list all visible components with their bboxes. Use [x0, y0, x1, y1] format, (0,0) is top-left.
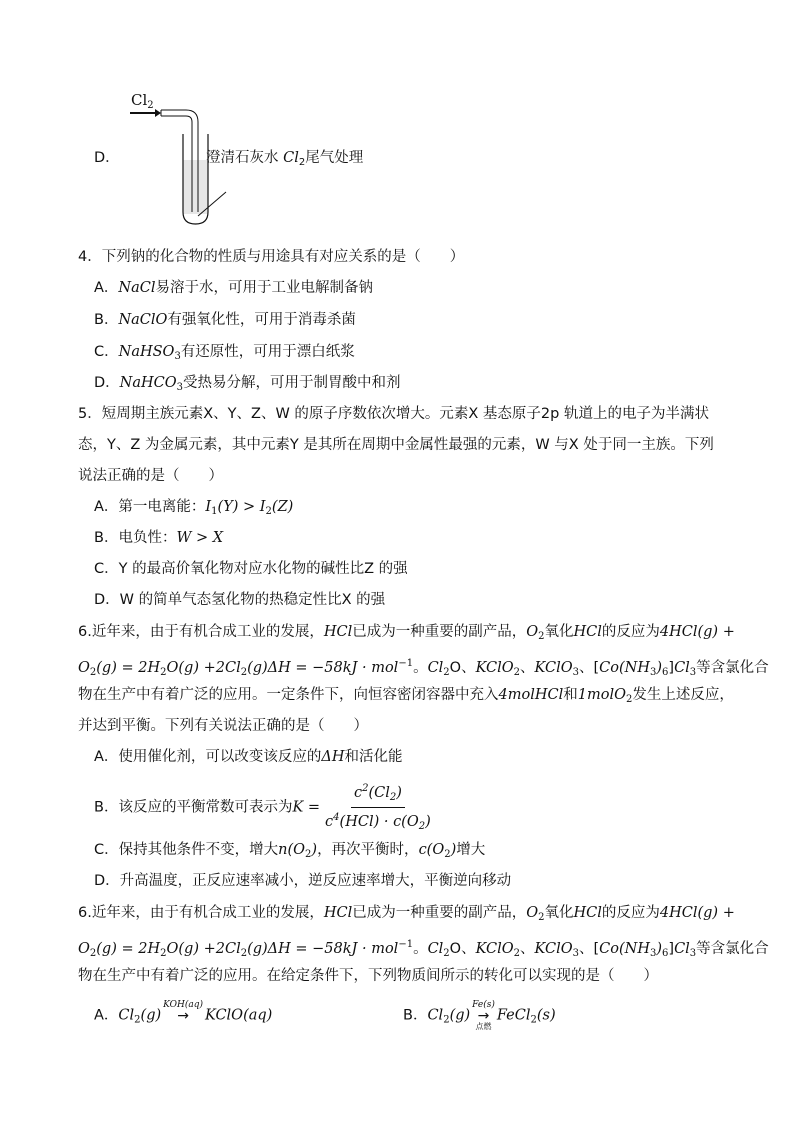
q5-option-d[interactable]: D．W 的简单气态氢化物的热稳定性比X 的强	[94, 592, 386, 608]
q6-stem-line4: 并达到平衡。下列有关说法正确的是（ ）	[78, 718, 368, 734]
q5-option-c[interactable]: C．Y 的最高价氧化物对应水化物的碱性比Z 的强	[94, 561, 408, 577]
q5-option-a[interactable]: A．第一电离能：$I_1(Y) > I_2(Z)$	[94, 499, 294, 517]
reaction-arrow-b: Fe(s) → 点燃	[472, 1000, 495, 1031]
q7-stem-line2: $O_2(g) = 2H_2O(g) +2Cl_2(g)\Delta H = -58kJ \cdot mol^{-1}$。$Cl_2O$、KClO$_2$、KClO$_3$、$[Co(NH_3)_6]Cl_3$等含氯化合	[78, 939, 769, 959]
q6-option-d[interactable]: D．升高温度，正反应速率减小，逆反应速率增大，平衡逆向移动	[94, 873, 512, 889]
q4-option-c[interactable]: C．NaHSO$_3$有还原性，可用于漂白纸浆	[94, 344, 355, 362]
q6-option-c[interactable]: C．保持其他条件不变，增大$n(O_2)$，再次平衡时，$c(O_2)$增大	[94, 842, 486, 860]
q5-option-b[interactable]: B．电负性：W > X	[94, 530, 224, 546]
q5-stem-line3: 说法正确的是（ ）	[78, 468, 223, 484]
q4-option-d[interactable]: D．NaHCO$_3$受热易分解，可用于制胃酸中和剂	[94, 375, 401, 393]
q7-option-a[interactable]: A．$Cl_2(g)$ KOH(aq) → KClO(aq)	[94, 1000, 272, 1035]
q6-stem-line1: 6.近年来，由于有机合成工业的发展，HCl已成为一种重要的副产品，$O_2$氧化HCl的反应为4HCl(g) +	[78, 624, 735, 642]
q6-option-b[interactable]: B．该反应的平衡常数可表示为K = $\frac{c^2(Cl_2)}{c^4(HCl) \cdot c(O_2)}$	[94, 780, 436, 835]
reaction-arrow-a: KOH(aq) →	[163, 1000, 203, 1024]
q7-option-b[interactable]: B．$Cl_2(g)$ Fe(s) → 点燃 FeCl$_2$(s)	[403, 1000, 556, 1031]
figure-gas-label: $Cl_2$	[131, 91, 154, 111]
q5-stem-line1: 5．短周期主族元素X、Y、Z、W 的原子序数依次增大。元素X 基态原子2p 轨道上的电子为半满状	[78, 406, 709, 422]
q4-stem: 4．下列钠的化合物的性质与用途具有对应关系的是（ ）	[78, 249, 465, 265]
q5-stem-line2: 态，Y、Z 为金属元素，其中元素Y 是其所在周期中金属性最强的元素，W 与X 处于同一主族。下列	[78, 437, 714, 453]
q4-option-b[interactable]: B．NaClO有强氧化性，可用于消毒杀菌	[94, 312, 356, 328]
option-d-label: D．	[94, 150, 120, 166]
equilibrium-constant-fraction: $\frac{c^2(Cl_2)}{c^4(HCl) \cdot c(O_2)}$	[322, 780, 434, 835]
q7-stem-line3: 物在生产中有着广泛的应用。在给定条件下，下列物质间所示的转化可以实现的是（ ）	[78, 968, 658, 984]
q7-stem-line1: 6.近年来，由于有机合成工业的发展，HCl已成为一种重要的副产品，$O_2$氧化HCl的反应为4HCl(g) +	[78, 905, 735, 923]
q4-option-a[interactable]: A．NaCl易溶于水，可用于工业电解制备钠	[94, 280, 373, 296]
figure-caption: 澄清石灰水 $Cl_2$尾气处理	[206, 150, 364, 168]
q6-option-a[interactable]: A．使用催化剂，可以改变该反应的ΔH和活化能	[94, 749, 403, 765]
q6-stem-line3: 物在生产中有着广泛的应用。一定条件下，向恒容密闭容器中充入4molHCl和1molO$_2$发生上述反应，	[78, 687, 734, 705]
q6-stem-line2: $O_2(g) = 2H_2O(g) +2Cl_2(g)\Delta H = -58kJ \cdot mol^{-1}$。$Cl_2O$、KClO$_2$、KClO$_3$、$[Co(NH_3)_6]Cl_3$等含氯化合	[78, 658, 769, 678]
